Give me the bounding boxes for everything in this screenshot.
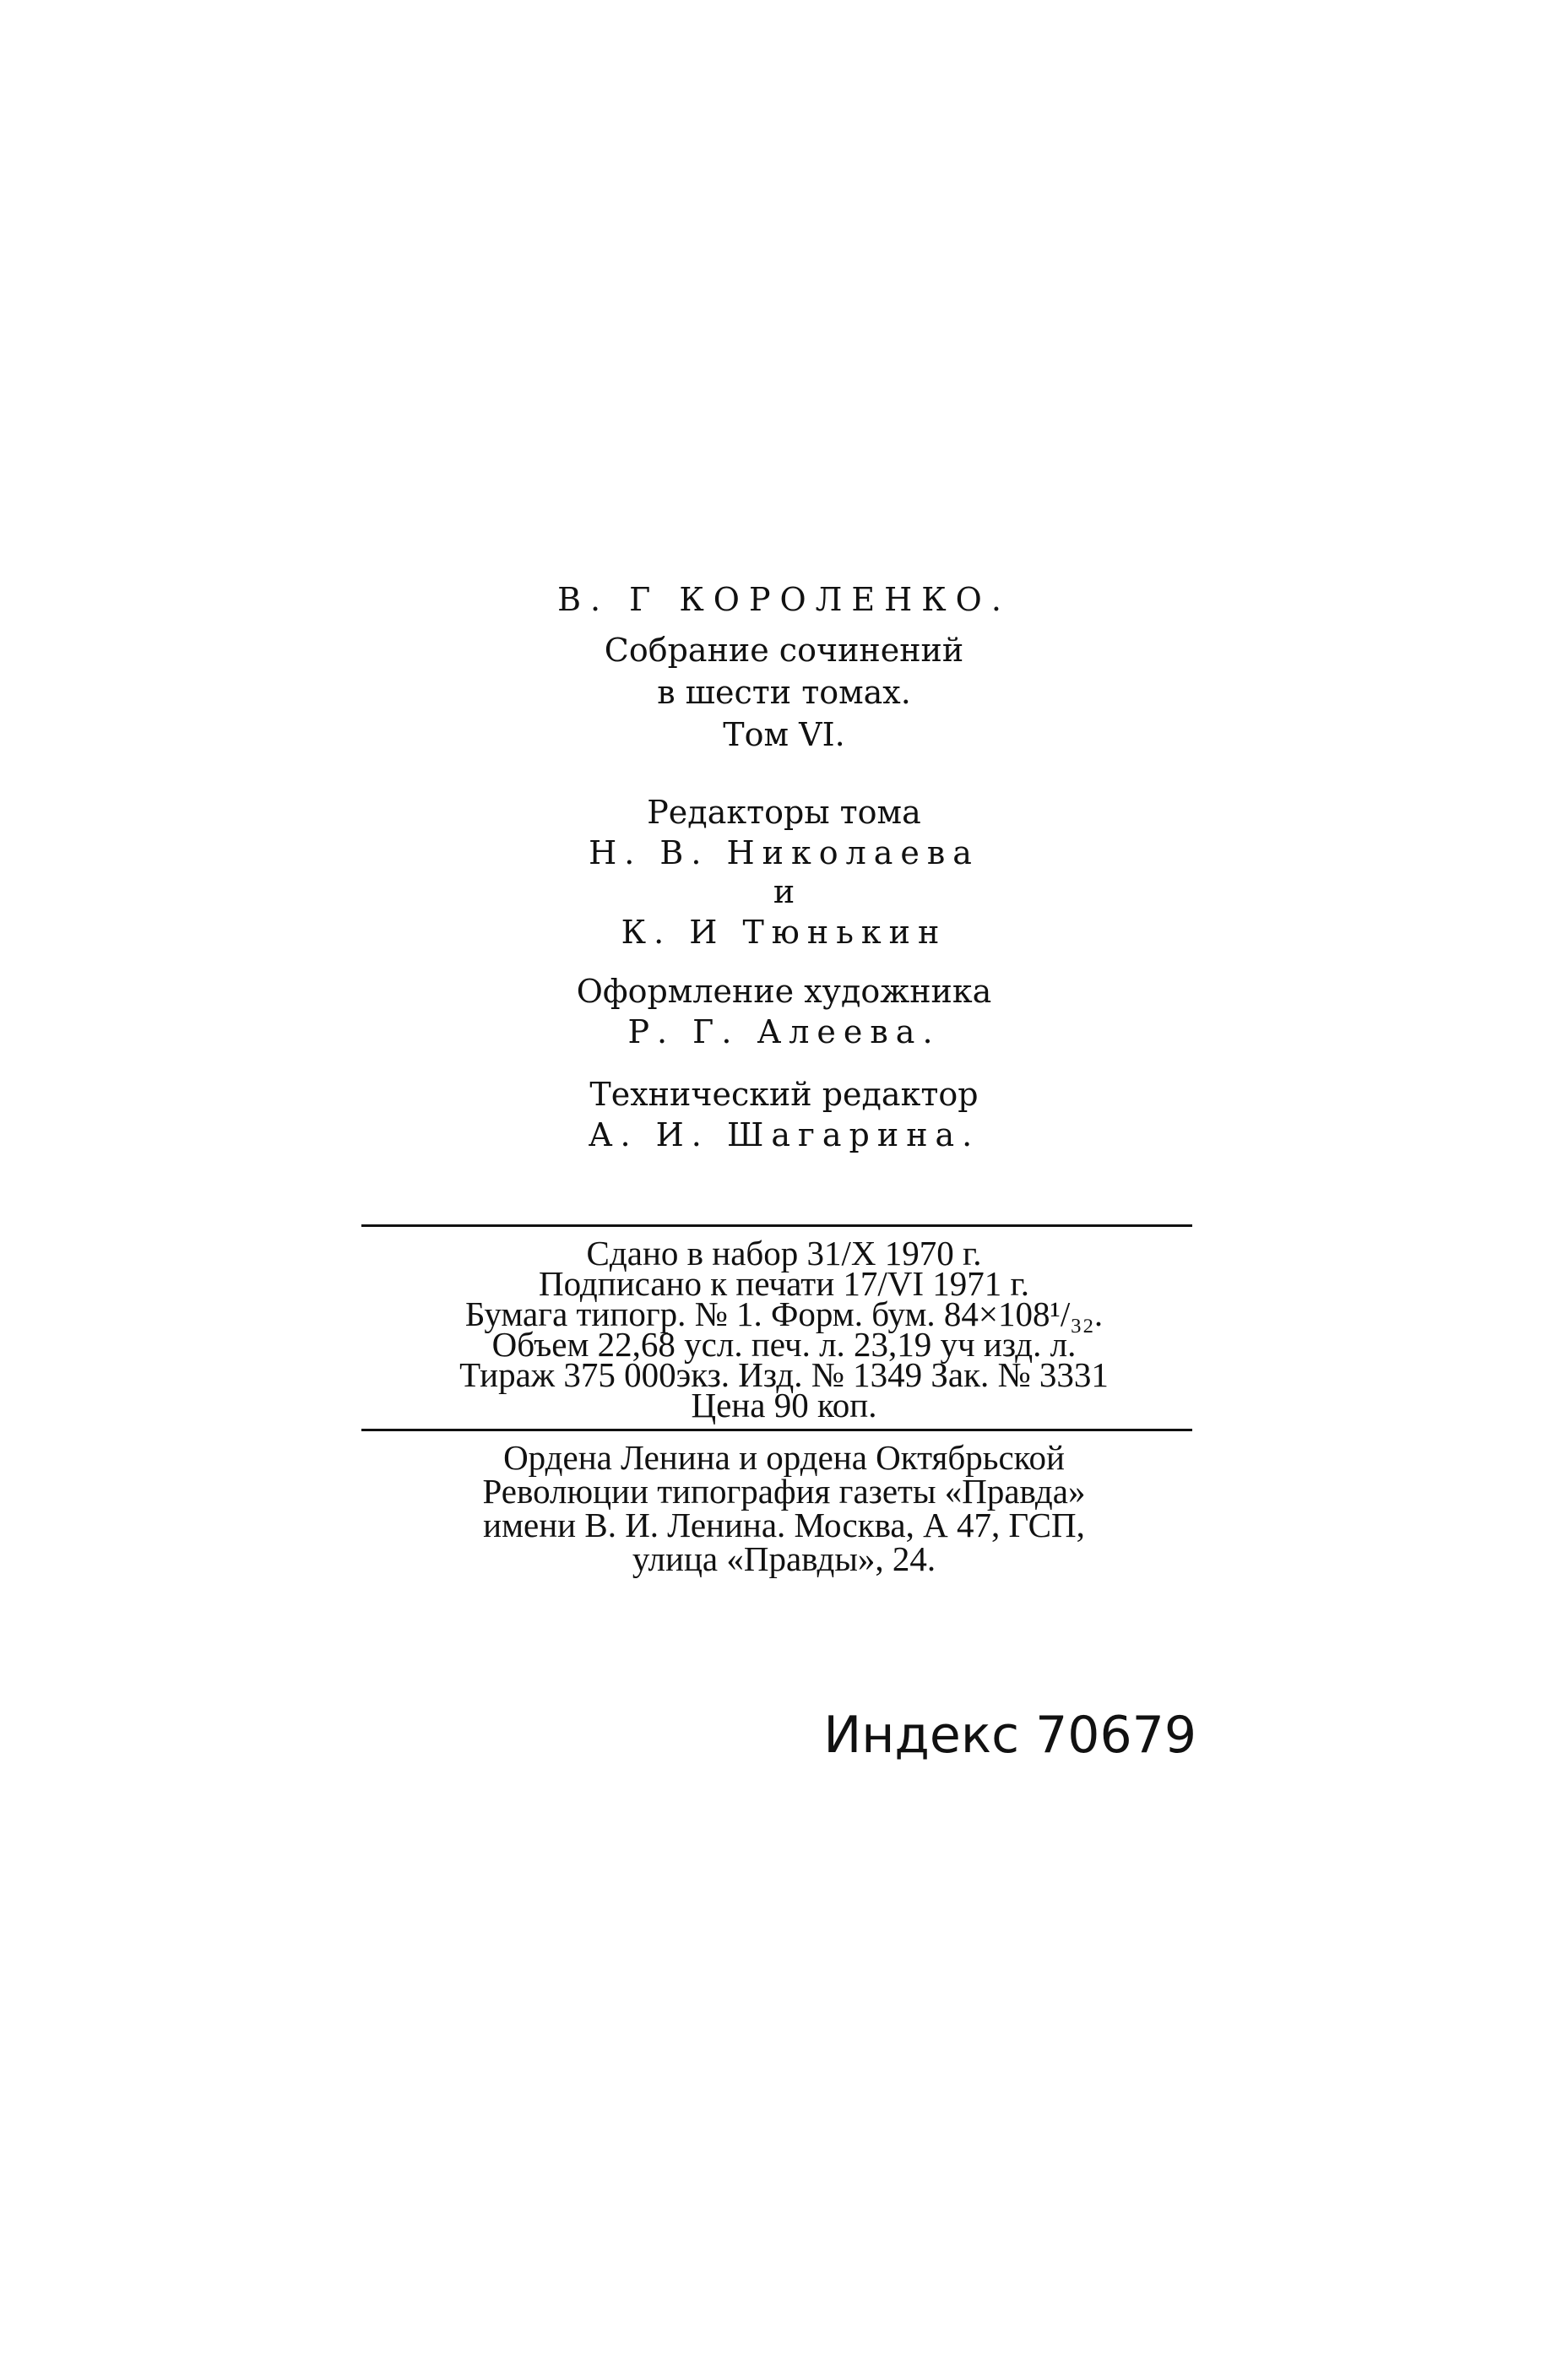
imprint-line: Бумага типогр. № 1. Форм. бум. 84×108¹/₃₂. (464, 1294, 1104, 1333)
editor-2: К. И Тюнькин (621, 914, 947, 951)
printer-line: Революции типография газеты «Правда» (482, 1472, 1086, 1511)
imprint-line: Тираж 375 000экз. Изд. № 1349 Зак. № 3331 (459, 1355, 1109, 1394)
top-divider (361, 1224, 1192, 1227)
printer-line: Ордена Ленина и ордена Октябрьской (503, 1438, 1065, 1477)
collection-title: Собрание сочинений (604, 632, 964, 669)
bottom-divider (361, 1429, 1192, 1431)
catalog-index: Индекс 70679 (823, 1706, 1196, 1765)
printer-line: улица «Правды», 24. (632, 1539, 936, 1578)
imprint-line: Подписано к печати 17/VI 1971 г. (538, 1264, 1029, 1303)
editor-conjunction: и (773, 873, 795, 910)
imprint-line: Цена 90 коп. (691, 1386, 877, 1424)
design-label: Оформление художника (576, 973, 992, 1010)
tech-editor-label: Технический редактор (589, 1076, 979, 1113)
tech-editor-name: А. И. Шагарина. (588, 1116, 980, 1153)
designer-name: Р. Г. Алеева. (627, 1013, 941, 1050)
editors-label: Редакторы тома (647, 794, 921, 831)
editor-1: Н. В. Николаева (589, 834, 979, 871)
author-name: В. Г КОРОЛЕНКО. (557, 581, 1011, 618)
printer-line: имени В. И. Ленина. Москва, А 47, ГСП, (483, 1506, 1085, 1544)
imprint-line: Сдано в набор 31/X 1970 г. (586, 1234, 982, 1273)
volumes-count: в шести томах. (657, 674, 911, 711)
imprint-line: Объем 22,68 усл. печ. л. 23,19 уч изд. л. (491, 1325, 1077, 1364)
volume-number: Том VI. (723, 716, 845, 753)
